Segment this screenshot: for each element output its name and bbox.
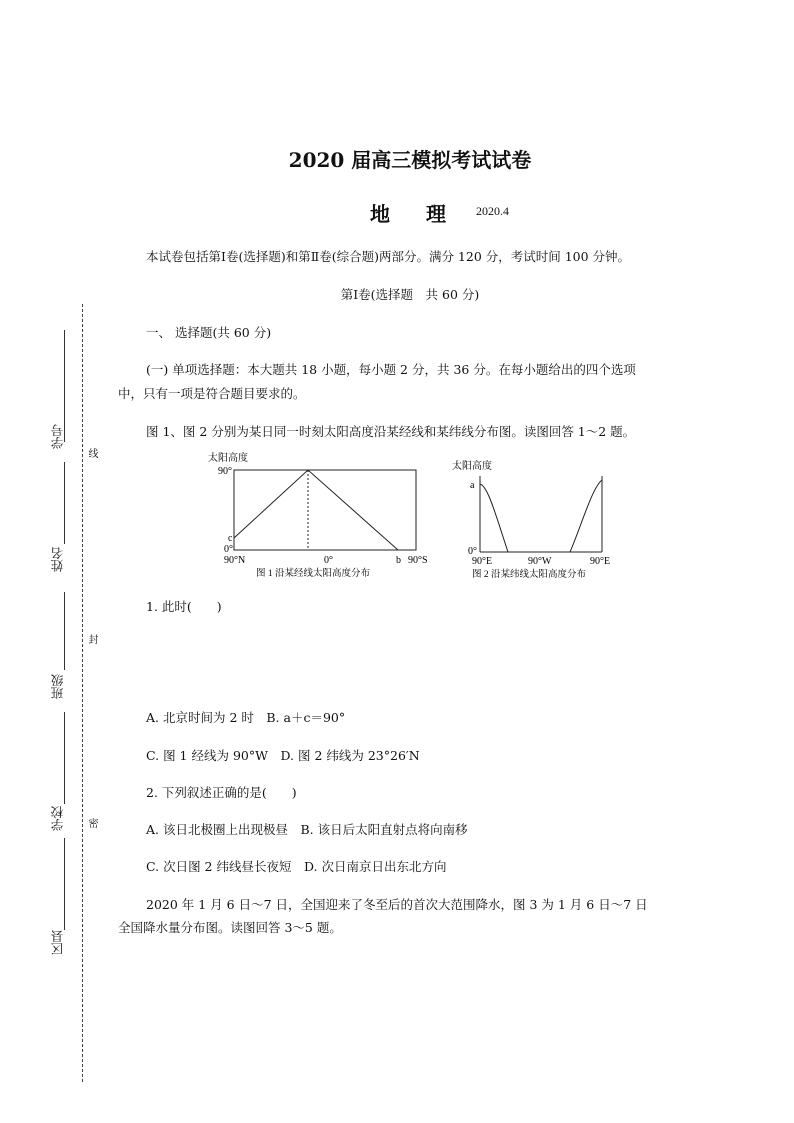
district-field-line	[64, 838, 65, 930]
name-label: 姓名	[50, 547, 65, 572]
section-heading: 第Ⅰ卷(选择题 共 60 分)	[340, 287, 480, 302]
fig2-x-mid: 90°W	[528, 556, 552, 567]
binding-dashed-line	[82, 304, 83, 1082]
fig1-x-right: 90°S	[408, 555, 428, 566]
seal-char-seal: 封	[86, 634, 97, 644]
school-field-line	[64, 712, 65, 804]
fig1-caption: 图 1 沿某经线太阳高度分布	[256, 569, 371, 579]
fig1-y-zero: 0°	[224, 544, 233, 555]
fig1-y-top: 90°	[218, 466, 232, 477]
question-1-options-ab: A. 北京时间为 2 时 B. a＋c＝90°	[146, 710, 346, 725]
exam-date: 2020.4	[476, 204, 509, 218]
section-1-title: 一、 选择题(共 60 分)	[146, 325, 272, 340]
fig1-x-mid: 0°	[324, 555, 333, 566]
figure-1-chart	[200, 448, 440, 584]
fig1-curve	[234, 470, 398, 550]
school-label: 学校	[50, 806, 65, 831]
seal-char-line: 线	[86, 448, 97, 458]
fig2-x-right: 90°E	[590, 556, 611, 567]
fig2-y-zero: 0°	[468, 546, 477, 557]
fig1-x-left: 90°N	[224, 555, 246, 566]
fig1-y-c: c	[228, 533, 233, 544]
question-1: 1. 此时( )	[146, 599, 222, 614]
question-2-options-cd: C. 次日图 2 纬线昼长夜短 D. 次日南京日出东北方向	[146, 859, 447, 874]
passage-3-line-2: 全国降水量分布图。读图回答 3～5 题。	[118, 920, 342, 935]
district-label: 区县	[50, 930, 65, 955]
fig2-curve-left	[480, 484, 508, 552]
seal-char-secret: 密	[86, 818, 97, 828]
instructions-line-2: 中，只有一项是符合题目要求的。	[118, 386, 306, 401]
question-2: 2. 下列叙述正确的是( )	[146, 785, 297, 800]
exam-intro: 本试卷包括第Ⅰ卷(选择题)和第Ⅱ卷(综合题)两部分。满分 120 分，考试时间 100 分钟。	[146, 249, 631, 264]
class-label: 班级	[50, 674, 65, 699]
question-1-options-cd: C. 图 1 经线为 90°W D. 图 2 纬线为 23°26′N	[146, 748, 420, 763]
figure-2-chart	[446, 456, 616, 584]
passage-3-line-1: 2020 年 1 月 6 日～7 日，全国迎来了冬至后的首次大范围降水，图 3 为 1 月 6 日～7 日	[146, 897, 648, 912]
question-2-options-ab: A. 该日北极圈上出现极昼 B. 该日后太阳直射点将向南移	[146, 822, 468, 837]
subject-title: 地理	[370, 202, 482, 226]
exam-title: 2020 届高三模拟考试试卷	[288, 148, 532, 172]
fig1-x-b: b	[396, 555, 401, 566]
fig2-x-left: 90°E	[472, 556, 493, 567]
class-field-line	[64, 592, 65, 670]
instructions-line-1: (一) 单项选择题：本大题共 18 小题，每小题 2 分，共 36 分。在每小题给出的四个选项	[146, 362, 636, 377]
fig2-ylabel: 太阳高度	[452, 461, 492, 472]
fig1-ylabel: 太阳高度	[208, 453, 248, 464]
name-field-line	[64, 462, 65, 544]
fig1-frame	[234, 470, 416, 550]
fig2-y-a: a	[470, 480, 475, 491]
fig2-curve-right	[570, 480, 602, 552]
figure-intro: 图 1、图 2 分别为某日同一时刻太阳高度沿某经线和某纬线分布图。读图回答 1～2 题。	[146, 424, 636, 439]
student-id-label: 学号	[50, 424, 65, 449]
fig2-caption: 图 2 沿某纬线太阳高度分布	[472, 570, 587, 580]
